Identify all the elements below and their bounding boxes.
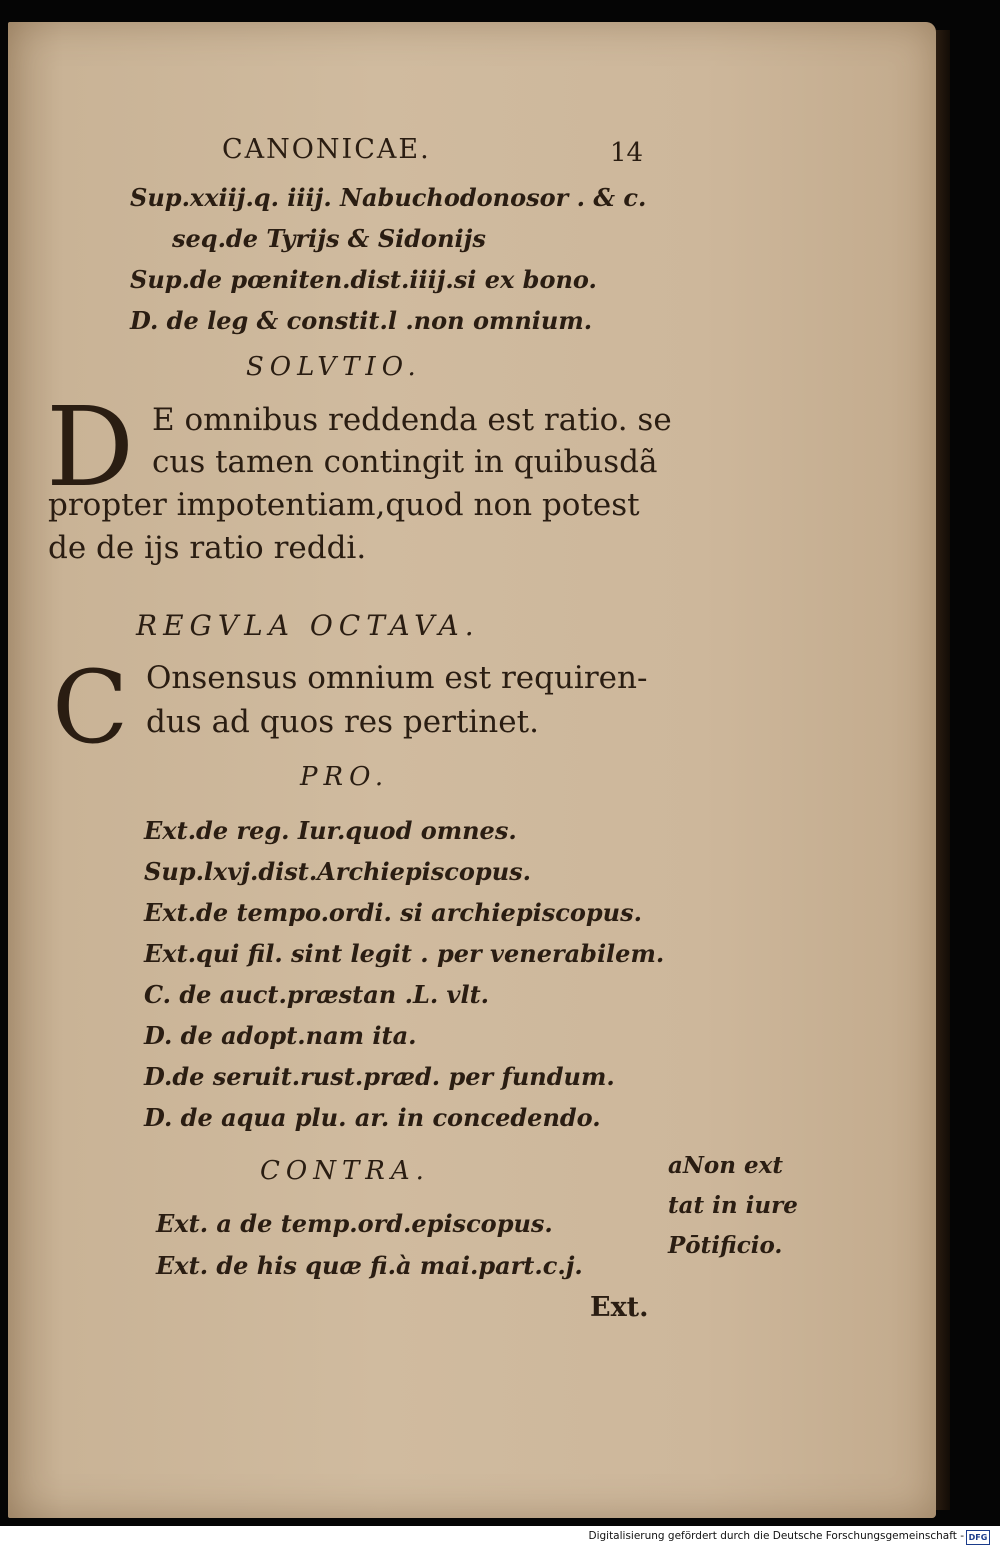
body-line: dus ad quos res pertinet. — [146, 704, 539, 740]
funding-credit: Digitalisierung gefördert durch die Deutsche Forschungsgemeinschaft - — [588, 1530, 964, 1542]
reference-line: Ext. a de temp.ord.episcopus. — [156, 1209, 553, 1238]
section-heading-pro: PRO. — [300, 762, 390, 792]
body-line: propter impotentiam,quod non potest — [48, 487, 640, 523]
reference-line: D. de leg & constit.l .non omnium. — [130, 306, 593, 335]
margin-note-line: tat in iure — [668, 1192, 798, 1219]
reference-line: D.de seruit.rust.præd. per fundum. — [144, 1062, 615, 1091]
dfg-logo: DFG — [966, 1530, 990, 1545]
body-line: Onsensus omnium est requiren- — [146, 660, 648, 696]
book-edge — [936, 30, 950, 1510]
body-line: E omnibus reddenda est ratio. se — [152, 402, 672, 438]
reference-line: Sup.xxiij.q. iiij. Nabuchodonosor . & c. — [130, 183, 647, 212]
page-number: 14 — [610, 138, 644, 168]
reference-line: Ext.de tempo.ordi. si archiepiscopus. — [144, 898, 642, 927]
reference-line: D. de adopt.nam ita. — [144, 1021, 417, 1050]
body-line: de de ijs ratio reddi. — [48, 530, 367, 566]
drop-capital-d: D — [46, 383, 135, 511]
body-line: cus tamen contingit in quibusdã — [152, 444, 658, 480]
reference-line: seq.de Tyrijs & Sidonijs — [172, 224, 486, 253]
drop-capital-c: C — [52, 649, 129, 766]
reference-line: Sup.de pœniten.dist.iiij.si ex bono. — [130, 265, 597, 294]
section-heading-regula: REGVLA OCTAVA. — [136, 609, 480, 642]
reference-line: Sup.lxvj.dist.Archiepiscopus. — [144, 857, 532, 886]
section-heading-solutio: SOLVTIO. — [246, 352, 422, 382]
running-title: CANONICAE. — [222, 134, 431, 165]
section-heading-contra: CONTRA. — [260, 1156, 430, 1186]
reference-line: Ext. de his quæ fi.à mai.part.c.j. — [156, 1251, 583, 1280]
catchword: Ext. — [590, 1292, 649, 1323]
margin-note-line: Pōtificio. — [668, 1232, 783, 1259]
reference-line: Ext.qui fil. sint legit . per venerabilem. — [144, 939, 665, 968]
margin-note-line: aNon ext — [668, 1152, 783, 1179]
reference-line: Ext.de reg. Iur.quod omnes. — [144, 816, 517, 845]
reference-line: C. de auct.præstan .L. vlt. — [144, 980, 490, 1009]
reference-line: D. de aqua plu. ar. in concedendo. — [144, 1103, 601, 1132]
